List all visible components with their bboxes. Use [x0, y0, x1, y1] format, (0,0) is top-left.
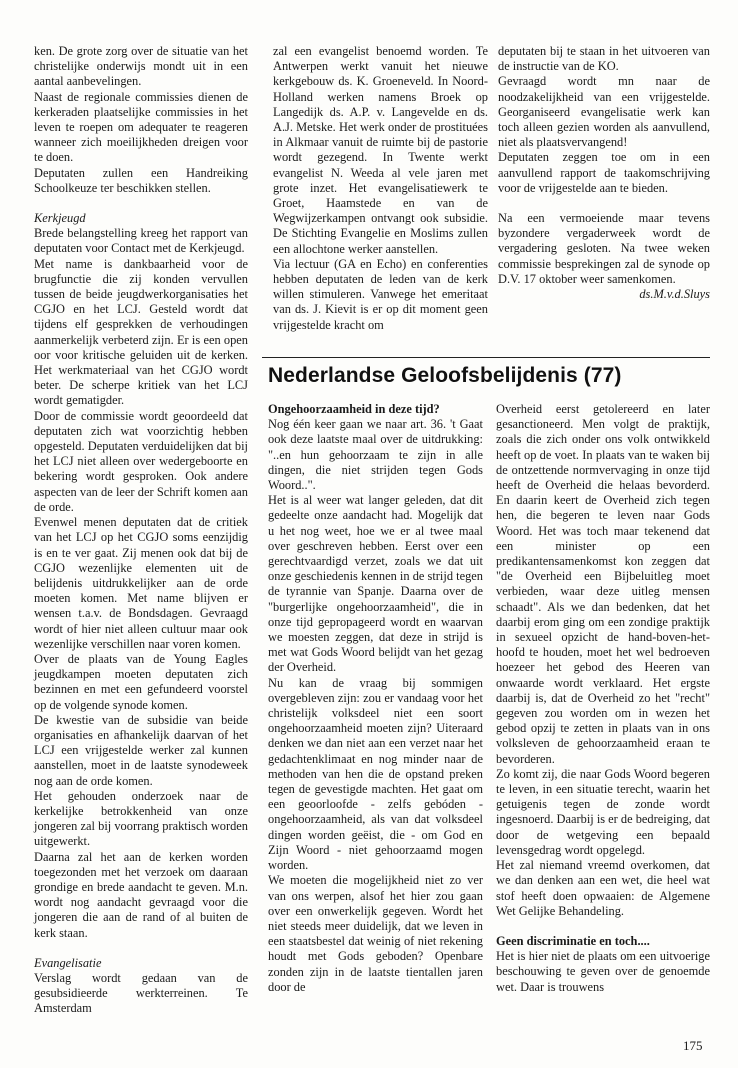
paragraph: Verslag wordt gedaan van de gesubsidieerde werkterreinen. Te Amsterdam — [34, 970, 248, 1016]
paragraph: Het is hier niet de plaats om een uitvoerige beschouwing te geven over de genoemde wet. Daar is trouwens — [496, 949, 710, 994]
paragraph: Nu kan de vraag bij sommigen overgebleven zijn: zou er vandaag voor het christelijk volksdeel niet een soort ongehoorzaamheid moeten zijn? Uiteraard denken we dan niet aan een verzet naar het gedachtenklimaat en nog minder naar de methoden van hen die de opstand preken tegen de gevestigde machten. Het gaat om een geoorloofde - zelfs gebóden - ongehoorzaamheid, als van dat volksdeel dingen worden geëist, die - om God en Zijn Woord - niet gehoorzaamd mogen worden. — [268, 675, 483, 873]
column-middle-top — [273, 44, 488, 333]
paragraph: Evenwel menen deputaten dat de critiek van het LCJ op het CGJO soms eenzijdig is en te ver gaat. Zij menen ook dat bij de CGJO wezenlijke elementen uit de belijdenis uitdrukkelijker aan de orde moeten komen. Met name blijven er wensen t.a.v. de Bondsdagen. Gevraagd wordt of hier niet alleen cultuur maar ook wezenlijke verschillen naar voren komen. — [34, 515, 248, 651]
column-right-top — [498, 44, 710, 302]
paragraph: Het gehouden onderzoek naar de kerkelijke betrokkenheid van onze jongeren zal bij voorrang praktisch worden uitgewerkt. — [34, 788, 248, 849]
paragraph: zal een evangelist benoemd worden. Te Antwerpen werkt vanuit het nieuwe kerkgebouw ds. K. Groeneveld. In Noord-Holland werken namens Broek op Langedijk ds. A.P. v. Langevelde en ds. A.J. Metske. Het werk onder de prostituées in Alkmaar vanuit de ruimte bij de pastorie wordt gezegend. In Twente werkt evangelist N. Weeda al vele jaren met grote inzet. Het evangelisatiewerk te Groet, Haamstede en van de Wegwijzerkampen ontvangt ook subsidie. De Stichting Evangelie en Moslims zullen een allochtone werker aanstellen. — [273, 44, 488, 256]
subheading-evangelisatie: Evangelisatie — [34, 955, 102, 970]
article-heading: Nederlandse Geloofsbelijdenis (77) — [268, 364, 622, 387]
paragraph: Gevraagd wordt mn naar de noodzakelijkheid van een vrijgestelde. Georganiseerd evangelisatie werk kan toch alleen gezien worden als aanvullend, niet als plaatsvervangend! — [498, 74, 710, 150]
article-column-right — [496, 402, 710, 995]
paragraph: Het zal niemand vreemd overkomen, dat we dan denken aan een wet, die heel wat stof heeft doen opwaaien: de Algemene Wet Gelijke Behandeling. — [496, 858, 710, 918]
paragraph: Door de commissie wordt geoordeeld dat deputaten zich wat voorzichtig hebben opgesteld. Deputaten verduidelijken dat bij het LCJ niet alleen over wedergeboorte en bekering wordt gesproken. Ook andere aspecten van de leer der Schrift komen aan de orde. — [34, 408, 248, 514]
paragraph: Deputaten zullen een Handreiking Schoolkeuze ter beschikken stellen. — [34, 165, 248, 195]
section-divider — [262, 357, 710, 358]
paragraph: Zo komt zij, die naar Gods Woord begeren te leven, in een situatie terecht, waarin het getuigenis tegen de zonde wordt ingesnoerd. Daarbij is er de bedreiging, dat door de wetgeving een bepaald levensgedrag wordt opgelegd. — [496, 766, 711, 857]
author-signature: ds.M.v.d.Sluys — [639, 287, 710, 302]
paragraph: Met name is dankbaarheid voor de brugfunctie die zij konden vervullen tussen de beide jeugdwerkorganisaties het CGJO en het LCJ. Gesteld wordt dat tijdens elf gesprekken de verhoudingen aanmerkelijk verbeterd zijn. Er is een open oor voor kritische geluiden uit de kerken. Het werkmateriaal van het CGJO wordt beter. De scherpe kritiek van het LCJ wordt gematigder. — [34, 256, 248, 408]
paragraph: deputaten bij te staan in het uitvoeren van de instructie van de KO. — [498, 44, 710, 74]
paragraph: Via lectuur (GA en Echo) en conferenties hebben deputaten de leden van de kerk willen stimuleren. Vanwege het emeritaat van ds. J. Kievit is er op dit moment geen vrijgestelde kracht om — [273, 256, 488, 332]
paragraph: Het is al weer wat langer geleden, dat dit gedeelte onze aandacht had. Mogelijk dat u het nog weet, hoe we er al twee maal over geschreven hebben. Eerst over een gerechtvaardigd verzet, zoals we dat uit onze geschiedenis kennen in de strijd tegen de tyrannie van Spanje. Daarna over de "burgerlijke ongehoorzaamheid", die in onze tijd gepropageerd wordt en waarvan we moesten zeggen, dat deze in strijd is met wat Gods Woord belijdt van het gezag der Overheid. — [268, 493, 483, 675]
paragraph: Brede belangstelling kreeg het rapport van deputaten voor Contact met de Kerkjeugd. — [34, 226, 248, 256]
paragraph: Over de plaats van de Young Eagles jeugdkampen moeten deputaten zich bezinnen en met een gefundeerd voorstel op de volgende synode komen. — [34, 651, 248, 712]
paragraph: Naast de regionale commissies dienen de kerkeraden plaatselijke commissies in het leven te roepen om adequater te reageren wanneer zich moeilijkheden dreigen voor te doen. — [34, 89, 248, 165]
page-number: 175 — [683, 1038, 703, 1053]
paragraph: Deputaten zeggen toe om in een aanvullend rapport de taakomschrijving voor de vrijgestelde aan te bieden. — [498, 150, 710, 195]
paragraph: Nog één keer gaan we naar art. 36. 't Gaat ook deze laatste maal over de uitdrukking: "..en hun gehoorzaam te zijn in alle dingen, die niet strijden tegen Gods Woord..". — [268, 417, 483, 493]
paragraph: De kwestie van de subsidie van beide organisaties en afhankelijk daarvan of het LCJ een vrijgestelde werker zal kunnen aanstellen, moet in de laatste synodeweek nog aan de orde komen. — [34, 712, 248, 788]
subheading-kerkjeugd: Kerkjeugd — [34, 211, 86, 226]
paragraph: We moeten die mogelijkheid niet zo ver van ons werpen, alsof het hier zou gaan over een onwerkelijk gegeven. Wordt het niet steeds meer duidelijk, dat we leven in een staatsbestel dat weinig of niet rekening houdt met Gods geboden? Openbare zonden zijn in de laatste tientallen jaren door de — [268, 873, 483, 994]
paragraph: Na een vermoeiende maar tevens byzondere vergaderweek wordt de vergadering gesloten. Na twee weken commissie besprekingen zal de synode op D.V. 17 oktober weer samenkomen. — [498, 211, 710, 286]
paragraph: ken. De grote zorg over de situatie van het christelijke onderwijs mondt uit in een aantal aanbevelingen. — [34, 44, 248, 89]
article-column-left — [268, 402, 483, 995]
paragraph: Overheid eerst getolereerd en later gesanctioneerd. Men volgt de praktijk, zoals die zich onder ons volk ontwikkeld heeft op de voet. In plaats van te waken bij de ontzettende normvervaging in onze tijd heeft de Overheid die helaas bevorderd. En daarin keert de Overheid zich tegen hen, die begeren te leven naar Gods Woord. Het was toch maar tekenend dat een minister op een predikantensamenkomst kon zeggen dat "de Overheid een Bijbeluitleg moet verbieden, waar deze uitleg mensen schaadt". Als we dan bedenken, dat het daarbij erom ging om een zondige praktijk in sexueel opzicht de hand-boven-het-hoofd te houden, moet het wel bedroeven hoezeer het gebod des Heeren van onwaarde wordt verklaard. Het ergste daarbij is, dat de Overheid zo het "recht" gegeven zou worden om in wezen het gebod opzij te zetten in plaats van in ons volksleven de gehoorzaamheid eraan te bevorderen. — [496, 402, 710, 766]
subheading-geen-discriminatie: Geen discriminatie en toch.... — [496, 933, 650, 948]
subheading-ongehoorzaamheid: Ongehoorzaamheid in deze tijd? — [268, 402, 440, 416]
column-left — [34, 44, 248, 1017]
paragraph: Daarna zal het aan de kerken worden toegezonden met het verzoek om daaraan grondige en brede aandacht te geven. M.n. wordt nog aandacht gevraagd voor die jongeren die aan de rand of al buiten de kerk staan. — [34, 849, 248, 940]
